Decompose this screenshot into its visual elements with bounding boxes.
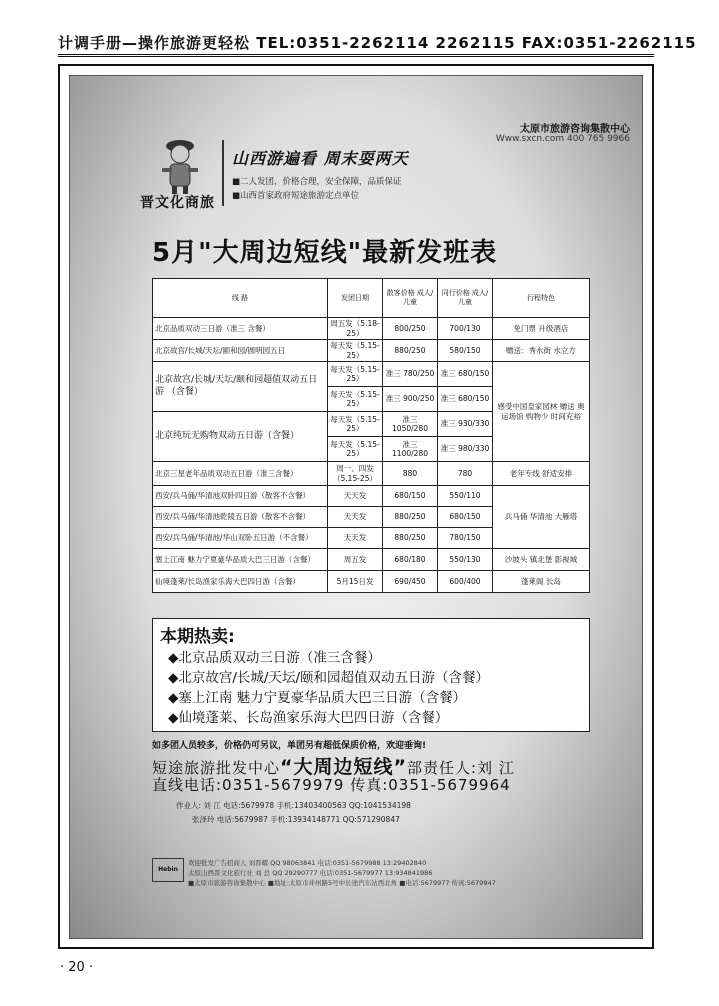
header-bar xyxy=(58,32,697,57)
header-text: 计调手册—操作旅游更轻松 TEL:0351-2262114 2262115 FAX:0351-2262115 xyxy=(58,34,697,52)
retail-cell: 准三 1050/280 xyxy=(383,412,438,437)
peer-cell: 780/150 xyxy=(438,528,493,549)
footer-logo: Hebin xyxy=(152,858,184,882)
retail-cell: 680/180 xyxy=(383,549,438,571)
note-cell: 蓬莱阁 长岛 xyxy=(493,571,590,593)
date-cell: 天天发 xyxy=(328,528,383,549)
table-row xyxy=(153,318,590,340)
date-cell: 每天发（5.15-25） xyxy=(328,362,383,387)
date-cell: 天天发 xyxy=(328,486,383,507)
note-cell: 感受中国皇家园林 赠送 奥运场馆 购物少 时间充裕 xyxy=(493,362,590,462)
peer-cell: 准三 680/150 xyxy=(438,387,493,412)
route-cell: 塞上江南 魅力宁夏豪华品质大巴三日游（含餐） xyxy=(153,549,328,571)
hot-sale-title: 本期热卖: xyxy=(160,627,235,647)
date-cell: 每天发（5.15-25） xyxy=(328,387,383,412)
retail-cell: 880/250 xyxy=(383,528,438,549)
peer-cell: 680/150 xyxy=(438,507,493,528)
table-row xyxy=(153,462,590,486)
table-row xyxy=(153,340,590,362)
route-cell: 北京三星老年品质双动五日游（准三含餐） xyxy=(153,462,328,486)
mascot-figure-icon xyxy=(152,130,208,196)
table-header-row xyxy=(153,279,590,318)
retail-cell: 880/250 xyxy=(383,507,438,528)
peer-cell: 550/110 xyxy=(438,486,493,507)
peer-cell: 780 xyxy=(438,462,493,486)
slogan: 山西游遍看 周末耍两天 xyxy=(232,149,409,168)
ad-bullet: ■山西首家政府短途旅游定点单位 xyxy=(232,191,360,201)
date-cell: 周一、四发（5.15-25） xyxy=(328,462,383,486)
note-cell: 老年专线 舒适安排 xyxy=(493,462,590,486)
footer-line: 太原山西晋文化旅行社 刘 总 QQ 29290777 电话:0351-5679977 13:934841986 xyxy=(188,869,433,877)
route-cell: 北京故宫/长城/天坛/颐和园/圆明园五日 xyxy=(153,340,328,362)
note-cell: 兵马俑 华清池 大雁塔 xyxy=(493,486,590,549)
route-cell: 西安/兵马俑/华清池乾陵五日游（散客不含餐） xyxy=(153,507,328,528)
route-cell: 仙境蓬莱/长岛渔家乐海大巴四日游（含餐） xyxy=(153,571,328,593)
center-name: 太原市旅游咨询集散中心 xyxy=(520,124,630,135)
peer-cell: 600/400 xyxy=(438,571,493,593)
route-cell: 北京品质双动三日游（准三 含餐） xyxy=(153,318,328,340)
dept-name: “大周边短线” xyxy=(280,756,407,778)
peer-cell: 准三 680/150 xyxy=(438,362,493,387)
date-cell: 周五发 xyxy=(328,549,383,571)
retail-cell: 880/250 xyxy=(383,340,438,362)
peer-cell: 准三 930/330 xyxy=(438,412,493,437)
peer-cell: 准三 980/330 xyxy=(438,437,493,462)
date-cell: 周五发（5.18-25） xyxy=(328,318,383,340)
brand-name: 晋文化商旅 xyxy=(140,195,215,211)
table-row xyxy=(153,362,590,387)
page-title: 5月"大周边短线"最新发班表 xyxy=(152,238,498,268)
retail-cell: 准三 900/250 xyxy=(383,387,438,412)
header-cell: 同行价格 成人/儿童 xyxy=(438,279,493,318)
date-cell: 每天发（5.15-25） xyxy=(328,412,383,437)
route-cell: 西安/兵马俑/华清池/华山双卧五日游（不含餐） xyxy=(153,528,328,549)
retail-cell: 690/450 xyxy=(383,571,438,593)
retail-cell: 680/150 xyxy=(383,486,438,507)
table-row xyxy=(153,571,590,593)
group-notice: 如多团人员较多，价格仍可另议，单团另有超低保质价格，欢迎垂询! xyxy=(152,741,427,751)
header-cell: 散客价格 成人/儿童 xyxy=(383,279,438,318)
table-row xyxy=(153,486,590,507)
header-cell: 行程特色 xyxy=(493,279,590,318)
note-cell: 赠送：秀水街 水立方 xyxy=(493,340,590,362)
operator-line: 张泽玲 电话:5679987 手机:13934148771 QQ:571290847 xyxy=(192,815,400,824)
center-website: Www.sxcn.com 400 765 9966 xyxy=(495,134,630,144)
schedule-table xyxy=(152,278,590,593)
dept-prefix: 短途旅游批发中心 xyxy=(152,759,281,777)
date-cell: 5月15日发 xyxy=(328,571,383,593)
retail-cell: 准三 780/250 xyxy=(383,362,438,387)
route-cell: 北京纯玩无购物双动五日游（含餐） xyxy=(153,412,328,462)
hot-sale-item: ◆北京故宫/长城/天坛/颐和园超值双动五日游（含餐） xyxy=(168,670,490,686)
hot-sale-item: ◆塞上江南 魅力宁夏豪华品质大巴三日游（含餐） xyxy=(168,690,467,706)
peer-cell: 580/150 xyxy=(438,340,493,362)
route-cell: 西安/兵马俑/华清池双卧四日游（散客不含餐） xyxy=(153,486,328,507)
divider-line xyxy=(222,140,224,206)
route-cell: 北京故宫/长城/天坛/颐和园超值双动五日游 （含餐） xyxy=(153,362,328,412)
peer-cell: 550/130 xyxy=(438,549,493,571)
date-cell: 天天发 xyxy=(328,507,383,528)
header-cell: 发团日期 xyxy=(328,279,383,318)
date-cell: 每天发（5.15-25） xyxy=(328,340,383,362)
operator-line: 作业人: 刘 江 电话:5679978 手机:13403400563 QQ:1041534198 xyxy=(176,801,411,810)
ad-bullet: ■二人发团，价格合理，安全保障，品质保证 xyxy=(232,177,402,187)
contact-phone: 直线电话:0351-5679979 传真:0351-5679964 xyxy=(152,776,511,794)
note-cell: 沙坡头 镇北堡 影视城 xyxy=(493,549,590,571)
retail-cell: 880 xyxy=(383,462,438,486)
dept-suffix: 部责任人:刘 江 xyxy=(407,759,515,777)
footer-line: ■太原市旅游咨询集散中心 ■地址:太原市并州路5号中长途汽车站西北角 ■电话:5679977 传真:5679947 xyxy=(188,879,496,887)
retail-cell: 准三 1100/280 xyxy=(383,437,438,462)
date-cell: 每天发（5.15-25） xyxy=(328,437,383,462)
peer-cell: 700/130 xyxy=(438,318,493,340)
footer-line: 欢迎批发广告招商人 刘晋耀 QQ 98063841 电话:0351-5679988 13:29402840 xyxy=(188,859,427,867)
retail-cell: 800/250 xyxy=(383,318,438,340)
page-number: · 20 · xyxy=(60,960,94,975)
note-cell: 免门票 升级酒店 xyxy=(493,318,590,340)
table-row xyxy=(153,549,590,571)
hot-sale-item: ◆仙境蓬莱、长岛渔家乐海大巴四日游（含餐） xyxy=(168,710,449,726)
header-cell: 线 路 xyxy=(153,279,328,318)
hot-sale-item: ◆北京品质双动三日游（准三含餐） xyxy=(168,650,381,666)
